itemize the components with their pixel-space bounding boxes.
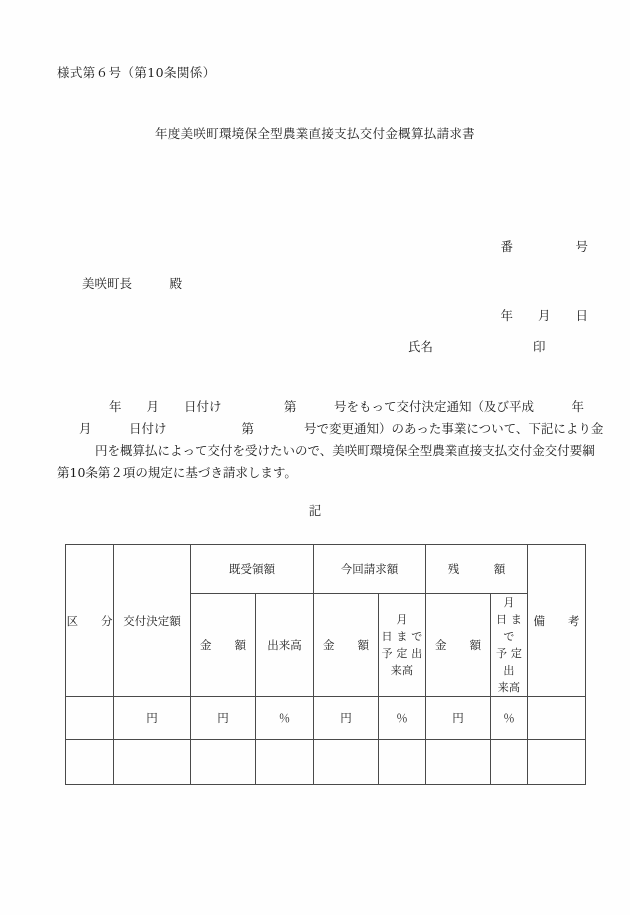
cell-konkai-yotei-1[interactable]: ％ — [379, 697, 426, 740]
ki-marker: 記 — [308, 503, 322, 518]
cell-konkai-kingaku-2[interactable] — [314, 740, 379, 785]
document-number-line: 番 号 — [500, 239, 588, 254]
cell-kijuryo-kingaku-2[interactable] — [191, 740, 256, 785]
cell-kijuryo-kingaku-1[interactable]: 円 — [191, 697, 256, 740]
document-title: 年度美咲町環境保全型農業直接支払交付金概算払請求書 — [154, 126, 475, 141]
body-line-2: 月 日付け 第 号で変更通知）のあった事業について、下記により金 — [79, 421, 604, 436]
zan-yotei-line-3: 予 定 出 — [495, 647, 523, 677]
request-amount-table — [65, 544, 586, 785]
form-number-label: 様式第６号（第10条関係） — [57, 65, 216, 80]
zan-yotei-line-2: 日 ま で — [495, 613, 523, 643]
header-kijuryo-gaku: 既受領額 — [191, 545, 314, 594]
cell-kubun-2[interactable] — [66, 740, 114, 785]
table-header-row-top — [66, 545, 586, 594]
cell-zan-yotei-2[interactable] — [491, 740, 528, 785]
header-zan-yotei-dekidaka — [491, 594, 528, 697]
header-konkai-seikyu-gaku: 今回請求額 — [314, 545, 426, 594]
konkai-yotei-line-2: 日 ま で — [381, 630, 423, 643]
cell-biko-2[interactable] — [528, 740, 586, 785]
request-table-wrapper — [65, 544, 585, 785]
body-line-1: 年 月 日付け 第 号をもって交付決定通知（及び平成 年 — [109, 399, 585, 414]
cell-zan-yotei-1[interactable]: ％ — [491, 697, 528, 740]
cell-kofu-kettei-gaku-2[interactable] — [114, 740, 191, 785]
cell-kijuryo-dekidaka-2[interactable] — [256, 740, 314, 785]
header-zan-gaku: 残 額 — [426, 545, 528, 594]
header-zan-kingaku: 金 額 — [426, 594, 491, 697]
table-row — [66, 697, 586, 740]
cell-zan-kingaku-1[interactable]: 円 — [426, 697, 491, 740]
cell-zan-kingaku-2[interactable] — [426, 740, 491, 785]
header-kijuryo-dekidaka: 出来高 — [256, 594, 314, 697]
body-paragraph — [57, 396, 604, 484]
cell-kubun-1[interactable] — [66, 697, 114, 740]
document-date-line: 年 月 日 — [500, 308, 588, 323]
header-kofu-kettei-gaku: 交付決定額 — [114, 545, 191, 697]
header-konkai-kingaku: 金 額 — [314, 594, 379, 697]
konkai-yotei-line-4: 来高 — [390, 664, 414, 677]
cell-kijuryo-dekidaka-1[interactable]: ％ — [256, 697, 314, 740]
header-biko: 備 考 — [528, 545, 586, 697]
cell-kofu-kettei-gaku-1[interactable]: 円 — [114, 697, 191, 740]
cell-konkai-yotei-2[interactable] — [379, 740, 426, 785]
konkai-yotei-line-3: 予 定 出 — [381, 647, 423, 660]
body-line-4: 第10条第２項の規定に基づき請求します。 — [57, 465, 297, 480]
zan-yotei-line-4: 来高 — [497, 681, 521, 694]
table-row — [66, 740, 586, 785]
addressee-line: 美咲町長 殿 — [82, 276, 183, 291]
header-kubun: 区 分 — [66, 545, 114, 697]
cell-biko-1[interactable] — [528, 697, 586, 740]
zan-yotei-line-1: 月 — [503, 596, 515, 609]
header-konkai-yotei-dekidaka — [379, 594, 426, 697]
cell-konkai-kingaku-1[interactable]: 円 — [314, 697, 379, 740]
body-line-3: 円を概算払によって交付を受けたいので、美咲町環境保全型農業直接支払交付金交付要綱 — [95, 443, 595, 458]
konkai-yotei-line-1: 月 — [396, 613, 408, 626]
signature-line: 氏名 印 — [408, 339, 546, 354]
header-kijuryo-kingaku: 金 額 — [191, 594, 256, 697]
